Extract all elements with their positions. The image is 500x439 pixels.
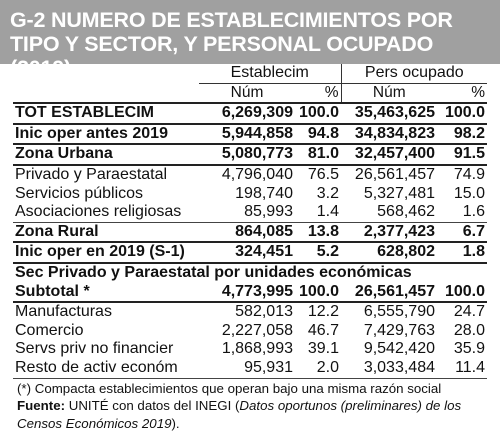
row-label: Manufacturas: [15, 303, 112, 321]
cell-pct-pers: 91.5: [437, 144, 487, 165]
row-label: Privado y Paraestatal: [15, 165, 168, 183]
cell-pct-pers: 100.0: [437, 103, 487, 124]
table-row: [13, 103, 487, 124]
header-num-establecim: Núm: [199, 83, 295, 103]
cell-num-pers: 2,377,423: [341, 222, 437, 242]
source-italic: Datos oportunos (preliminares) de los Censos Económicos 2019: [17, 398, 462, 431]
cell-num-pers: 26,561,457: [354, 165, 435, 183]
cell-num-establecim: 2,227,058: [221, 321, 293, 339]
cell-num-pers: 7,429,763: [363, 321, 435, 339]
cell-num-pers: 6,555,790: [363, 303, 435, 321]
cell-pct-establecim: 5.2: [295, 242, 341, 263]
cell-pct-establecim: 12.2: [307, 303, 339, 321]
cell-pct-establecim: 100.0: [295, 103, 341, 124]
cell-pct-establecim: 81.0: [295, 144, 341, 165]
section-header-row: [13, 263, 487, 283]
cell-pct-pers: 1.8: [437, 242, 487, 263]
table-row: [13, 340, 487, 359]
cell-num-pers: 628,802: [341, 242, 437, 263]
cell-num-establecim: 85,993: [199, 203, 295, 222]
section-title: Sec Privado y Paraestatal por unidades económicas: [15, 263, 412, 281]
row-label: Inic oper en 2019 (S-1): [13, 242, 199, 263]
source-note: [17, 397, 487, 432]
cell-pct-pers: 11.4: [437, 359, 487, 378]
cell-pct-establecim: 100.0: [295, 283, 341, 303]
header-pct-establecim: %: [295, 83, 341, 103]
row-label: TOT ESTABLECIM: [13, 103, 199, 124]
table-row: [13, 144, 487, 165]
table-title: G-2 NUMERO DE ESTABLECIMIENTOS POR TIPO Y SECTOR, Y PERSONAL OCUPADO (2019): [0, 0, 500, 64]
cell-num-pers: 35,463,625: [341, 103, 437, 124]
cell-num-pers: 26,561,457: [341, 283, 437, 303]
cell-pct-pers: 35.9: [453, 340, 486, 358]
cell-num-establecim: 324,451: [199, 242, 295, 263]
row-label: Subtotal *: [13, 283, 199, 303]
cell-num-establecim: 582,013: [235, 303, 293, 321]
cell-pct-establecim: 13.8: [295, 222, 341, 242]
table-row: [13, 203, 487, 222]
header-establecim: Establecim: [199, 64, 341, 83]
cell-pct-pers: 15.0: [453, 184, 486, 202]
row-label: Servs priv no financier: [15, 340, 174, 358]
cell-num-pers: 3,033,484: [341, 359, 437, 378]
cell-num-establecim: 5,944,858: [199, 124, 295, 145]
table-row: [13, 302, 487, 322]
cell-pct-pers: 1.6: [437, 203, 487, 222]
cell-pct-establecim: 46.7: [307, 321, 339, 339]
row-label: Inic oper antes 2019: [13, 124, 199, 145]
source-text: UNITÉ con datos del INEGI (: [65, 398, 240, 413]
cell-pct-establecim: 2.0: [295, 359, 341, 378]
table-row: [13, 283, 487, 303]
header-blank: [13, 83, 199, 103]
row-label: Zona Rural: [13, 222, 199, 242]
table-row: [13, 165, 487, 185]
cell-pct-establecim: 1.4: [295, 203, 341, 222]
cell-num-pers: 34,834,823: [341, 124, 437, 145]
cell-num-pers: 568,462: [341, 203, 437, 222]
source-end: ).: [171, 415, 180, 431]
source-label: Fuente:: [17, 398, 66, 413]
cell-num-establecim: 5,080,773: [199, 144, 295, 165]
cell-pct-pers: 98.2: [437, 124, 487, 145]
cell-num-establecim: 6,269,309: [199, 103, 295, 124]
table-row: [13, 222, 487, 242]
cell-pct-establecim: 76.5: [307, 165, 339, 183]
table-row: [13, 124, 487, 145]
table-row: [13, 242, 487, 263]
header-pct-pers: %: [437, 83, 487, 103]
cell-pct-pers: 28.0: [453, 321, 486, 339]
group-header-row: [13, 64, 487, 83]
cell-num-pers: 5,327,481: [363, 184, 435, 202]
row-label: Asociaciones religiosas: [13, 203, 199, 222]
cell-pct-pers: 74.9: [453, 165, 486, 183]
notes: [17, 380, 487, 433]
sub-header-row: [13, 83, 487, 103]
cell-pct-establecim: 39.1: [307, 340, 339, 358]
cell-num-establecim: 864,085: [199, 222, 295, 242]
cell-num-establecim: 95,931: [199, 359, 295, 378]
cell-num-establecim: 4,796,040: [221, 165, 293, 183]
row-label: Zona Urbana: [13, 144, 199, 165]
cell-pct-pers: 24.7: [453, 303, 486, 321]
header-num-pers: Núm: [341, 83, 437, 103]
cell-num-establecim: 4,773,995: [199, 283, 295, 303]
row-label: Comercio: [15, 321, 84, 339]
data-table: [13, 64, 487, 379]
table-row: [13, 185, 487, 204]
row-label: Resto de activ económ: [13, 359, 199, 378]
cell-pct-establecim: 94.8: [295, 124, 341, 145]
table-row: [13, 359, 487, 378]
header-pers-ocupado: Pers ocupado: [341, 64, 487, 83]
row-label: Servicios públicos: [15, 184, 144, 202]
cell-num-establecim: 1,868,993: [221, 340, 293, 358]
cell-num-pers: 32,457,400: [341, 144, 437, 165]
cell-pct-establecim: 3.2: [316, 184, 339, 202]
cell-pct-pers: 6.7: [437, 222, 487, 242]
footnote: (*) Compacta establecimientos que operan bajo una misma razón social: [17, 380, 442, 396]
cell-num-pers: 9,542,420: [363, 340, 435, 358]
cell-pct-pers: 100.0: [437, 283, 487, 303]
cell-num-establecim: 198,740: [235, 184, 293, 202]
table-row: [13, 322, 487, 341]
